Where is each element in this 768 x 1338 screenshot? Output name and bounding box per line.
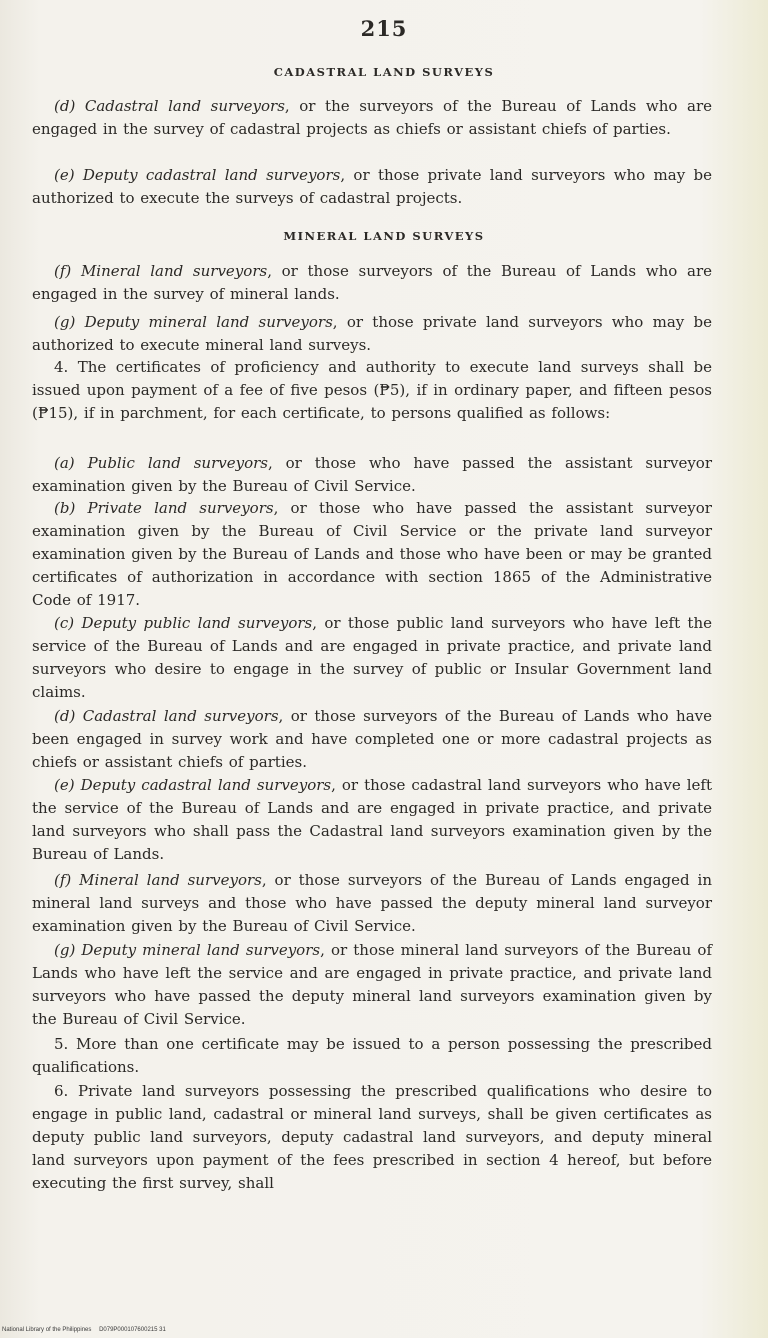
- paragraph-f-mineral-surveyors: [32, 260, 712, 306]
- paragraph-e-deputy-cadastral-land-surveyors-cert: [32, 774, 712, 866]
- paragraph-label: (d): [54, 97, 85, 115]
- heading-cadastral-land-surveys: CADASTRAL LAND SURVEYS: [273, 65, 495, 79]
- paragraph-label: (c): [54, 614, 82, 632]
- paragraph-text: , or those surveyors of the Bureau of Lands engaged in mineral land surveys and those who have passed the deputy mineral land surveyor examination given by the Bureau of Civil Service.: [32, 871, 713, 935]
- section-5-multiple-certificates: 5. More than one certificate may be issued to a person possessing the prescribed qualifications.: [32, 1035, 712, 1076]
- page-number: 215: [360, 16, 408, 41]
- paragraph-label: (b): [54, 499, 88, 517]
- paragraph-text: , or those private land surveyors who may be authorized to execute the surveys of cadastral projects.: [32, 166, 712, 207]
- paragraph-label: (a): [54, 454, 88, 472]
- paragraph-text: , or those surveyors of the Bureau of Lands who are engaged in the survey of mineral lands.: [32, 262, 712, 303]
- footer-scan-code: D079P000107600215 31: [99, 1327, 166, 1333]
- paragraph-label: (g): [54, 313, 85, 331]
- paragraph-label: (f): [54, 262, 81, 280]
- defined-term: Public land surveyors: [87, 454, 268, 472]
- paragraph-text: , or the surveyors of the Bureau of Lands who are engaged in the survey of cadastral projects as chiefs or assistant chiefs of parties.: [32, 97, 712, 138]
- paragraph-text: , or those public land surveyors who have left the service of the Bureau of Lands and are engaged in private practice, and private land surveyors who desire to engage in the survey of public or Insular Government land claims.: [32, 614, 713, 701]
- scan-footer: [2, 1327, 172, 1333]
- defined-term: Deputy mineral land surveyors: [84, 313, 333, 331]
- paragraph-label: (g): [54, 941, 82, 959]
- defined-term: Private land surveyors: [87, 499, 274, 517]
- paragraph-a-public-land-surveyors: [32, 452, 712, 498]
- paragraph-label: (e): [54, 166, 83, 184]
- defined-term: Deputy cadastral land surveyors: [82, 166, 341, 184]
- paragraph-label: (f): [54, 871, 80, 889]
- defined-term: Deputy cadastral land surveyors: [80, 776, 332, 794]
- defined-term: Cadastral land surveyors: [82, 707, 279, 725]
- paragraph-text: , or those cadastral land surveyors who have left the service of the Bureau of Lands and are engaged in private practice, and private land surveyors who shall pass the Cadastral land surveyors examination given by the Bureau of Lands.: [32, 776, 712, 863]
- paragraph-text: , or those surveyors of the Bureau of Lands who have been engaged in survey work and have completed one or more cadastral projects as chiefs or assistant chiefs of parties.: [32, 707, 712, 771]
- section-6-private-surveyors: 6. Private land surveyors possessing the prescribed qualifications who desire to engage in public land, cadastral or mineral land surveys, shall be given certificates as deputy public land surveyors, deputy cadastral land surveyors, and deputy mineral land surveyors upon payment of the fees prescribed in section 4 hereof, but before executing the first survey, shall: [32, 1082, 712, 1192]
- paragraph-d-cadastral-land-surveyors-cert: [32, 705, 712, 774]
- section-4-certificates: 4. The certificates of proficiency and authority to execute land surveys shall be issued upon payment of a fee of five pesos (₱5), if in ordinary paper, and fifteen pesos (₱15), if in parchment, for each certificate, to persons qualified as follows:: [32, 358, 712, 422]
- paragraph-e-deputy-cadastral-surveyors: [32, 164, 712, 210]
- footer-library-name: National Library of the Philippines: [2, 1327, 92, 1333]
- paragraph-c-deputy-public-land-surveyors: [32, 612, 712, 704]
- paragraph-f-mineral-land-surveyors-cert: [32, 869, 712, 938]
- defined-term: Mineral land surveyors: [79, 871, 262, 889]
- paragraph-label: (e): [54, 776, 81, 794]
- paragraph-b-private-land-surveyors: [32, 497, 712, 612]
- paragraph-text: , or those who have passed the assistant surveyor examination given by the Bureau of Civil Service or the private land surveyor examination given by the Bureau of Lands and those who have been or may be granted certificates of authorization in accordance with section 1865 of the Administrative Code of 1917.: [32, 499, 712, 609]
- paragraph-g-deputy-mineral-surveyors: [32, 311, 712, 357]
- defined-term: Deputy mineral land surveyors: [81, 941, 321, 959]
- defined-term: Deputy public land surveyors: [81, 614, 313, 632]
- heading-mineral-land-surveys: MINERAL LAND SURVEYS: [283, 229, 485, 243]
- paragraph-d-cadastral-surveyors: [32, 95, 712, 141]
- paragraph-text: , or those who have passed the assistant surveyor examination given by the Bureau of Civil Service.: [32, 454, 712, 495]
- paragraph-g-deputy-mineral-land-surveyors-cert: [32, 939, 712, 1031]
- paragraph-text: , or those mineral land surveyors of the Bureau of Lands who have left the service and are engaged in private practice, and private land surveyors who have passed the deputy mineral land surveyors examination given by the Bureau of Civil Service.: [32, 941, 713, 1028]
- defined-term: Cadastral land surveyors: [84, 97, 285, 115]
- paragraph-text: , or those private land surveyors who may be authorized to execute mineral land surveys.: [32, 313, 712, 354]
- paragraph-label: (d): [54, 707, 83, 725]
- defined-term: Mineral land surveyors: [80, 262, 268, 280]
